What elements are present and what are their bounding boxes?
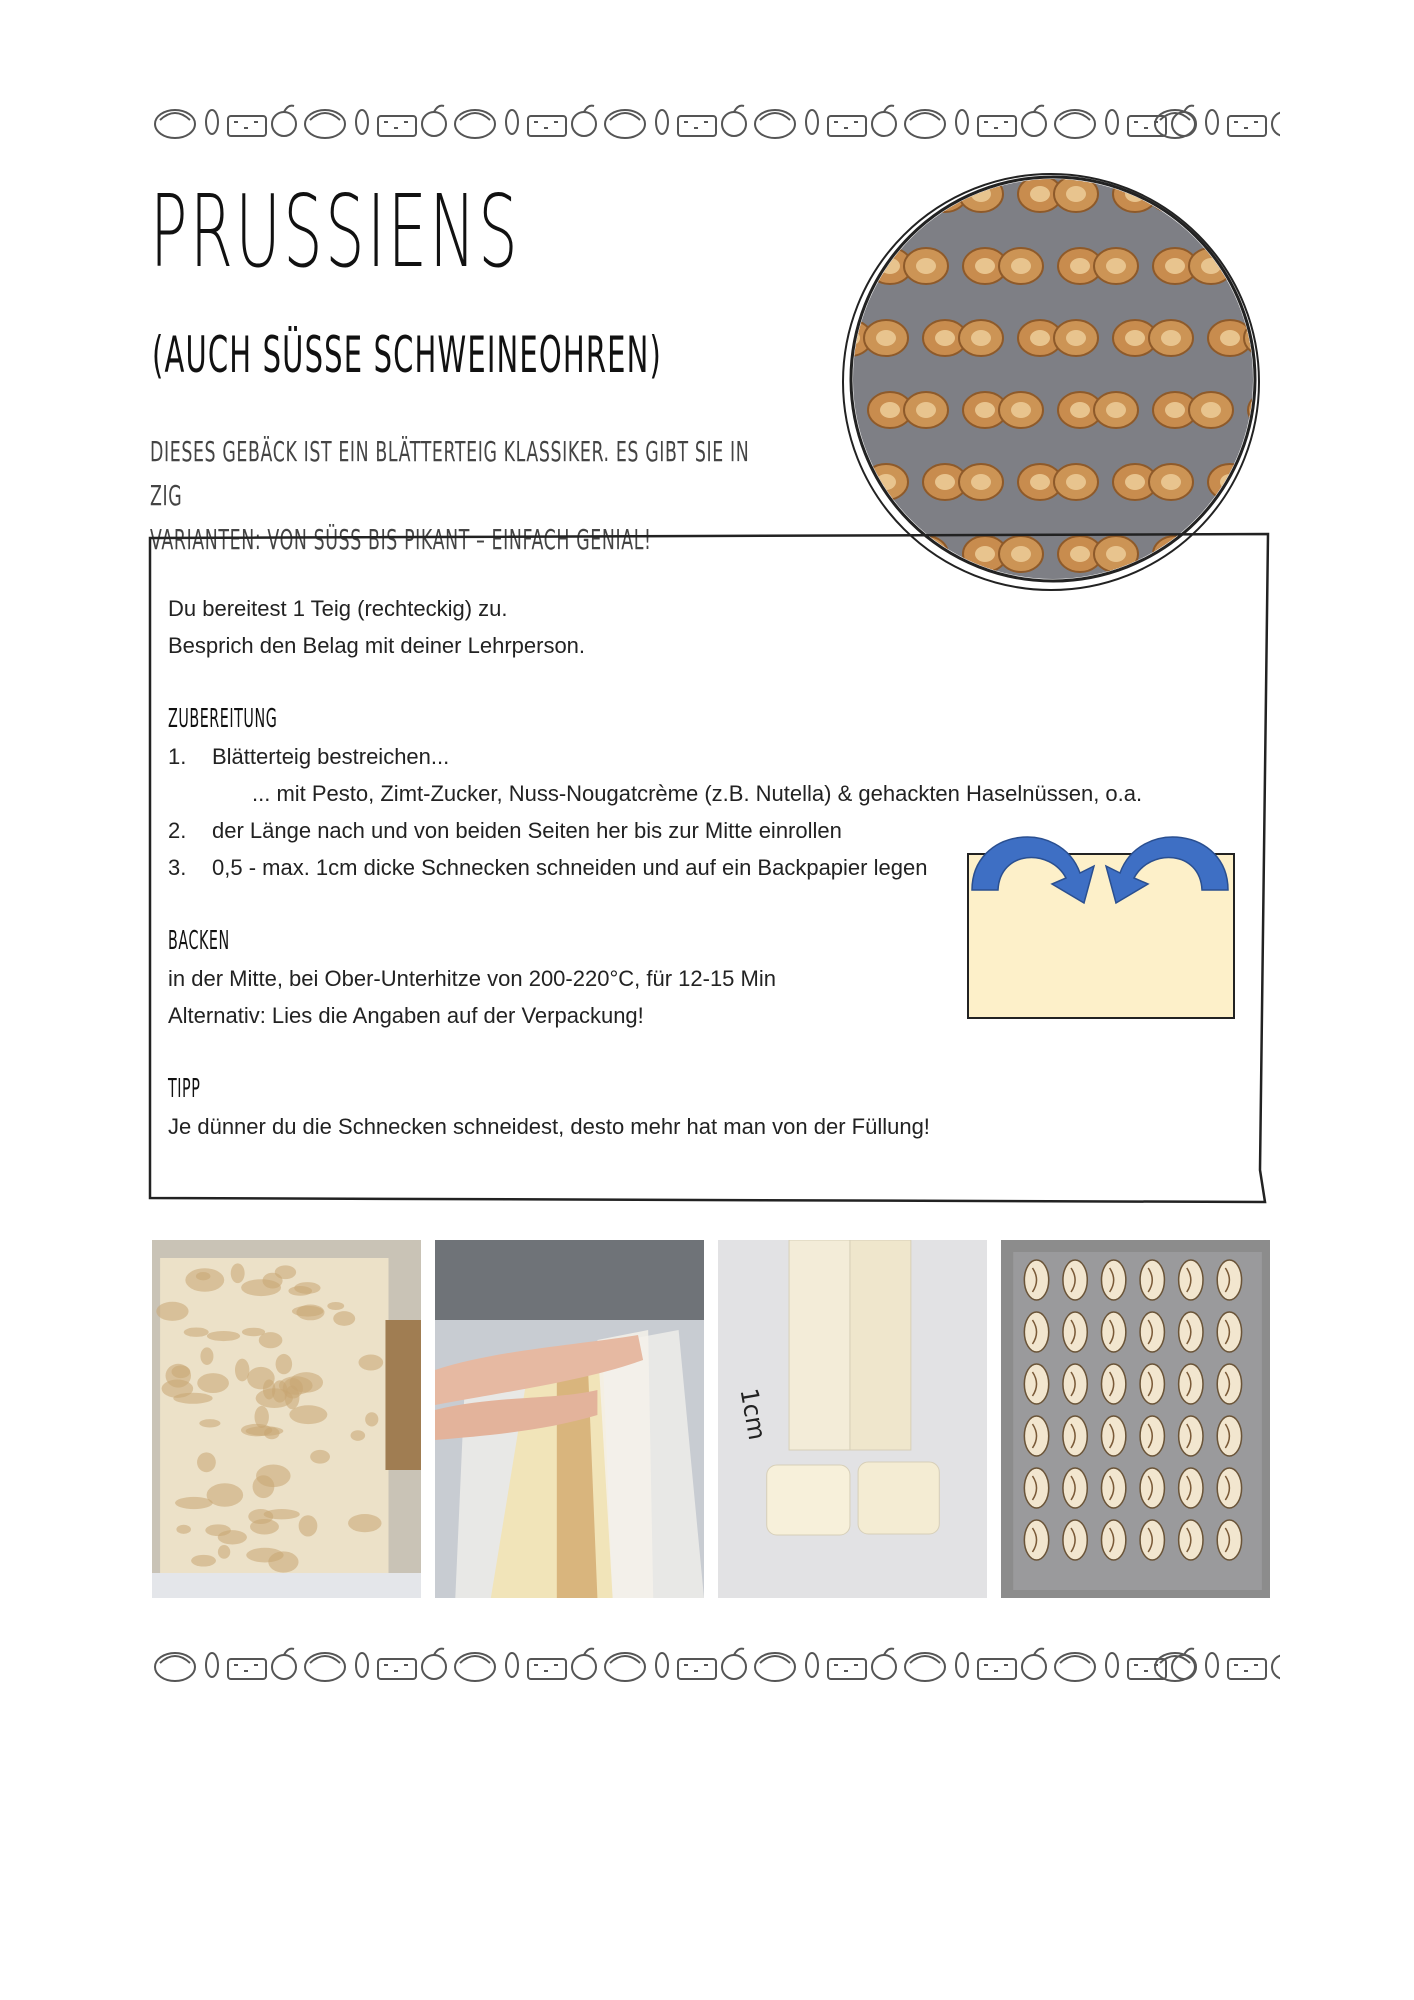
step-number: 2. — [168, 818, 187, 843]
food-doodle-border — [150, 92, 1280, 152]
decorative-border-top — [150, 92, 1280, 152]
palmier — [838, 176, 908, 212]
tip-line: Je dünner du die Schnecken schneidest, desto mehr hat man von der Füllung! — [168, 1114, 930, 1139]
step-text: Blätterteig bestreichen... — [212, 744, 450, 769]
page-subtitle: (AUCH SÜSSE SCHWEINEOHREN) — [152, 326, 662, 384]
raw-slice — [1101, 1520, 1125, 1560]
raw-slice — [1063, 1260, 1087, 1300]
step-text: 0,5 - max. 1cm dicke Schnecken schneiden und auf ein Backpapier legen — [212, 855, 928, 880]
raw-slice — [1217, 1312, 1241, 1352]
photo-label-1cm: 1cm — [734, 1386, 772, 1443]
raw-slice — [1179, 1416, 1203, 1456]
raw-slice — [1179, 1468, 1203, 1508]
raw-slice — [1063, 1520, 1087, 1560]
step-1 — [168, 738, 1248, 775]
raw-slice — [1140, 1416, 1164, 1456]
step-number: 1. — [168, 744, 187, 769]
raw-slice — [1217, 1468, 1241, 1508]
raw-slice — [1140, 1364, 1164, 1404]
raw-slice — [1140, 1312, 1164, 1352]
rolling-diagram — [960, 818, 1240, 1023]
raw-slice — [1179, 1312, 1203, 1352]
raw-slice — [1217, 1520, 1241, 1560]
step-text: der Länge nach und von beiden Seiten her bis zur Mitte einrollen — [212, 818, 842, 843]
raw-slice — [1063, 1364, 1087, 1404]
raw-slice — [1140, 1520, 1164, 1560]
raw-slice — [1101, 1416, 1125, 1456]
raw-slice — [1101, 1260, 1125, 1300]
palmier — [1208, 176, 1268, 212]
raw-slice — [1024, 1260, 1048, 1300]
raw-slice — [1063, 1312, 1087, 1352]
prep-heading: ZUBEREITUNG — [168, 704, 278, 734]
raw-slice — [1179, 1364, 1203, 1404]
raw-slice — [1024, 1312, 1048, 1352]
belag-instruction: Besprich den Belag mit deiner Lehrperson. — [168, 633, 586, 658]
raw-slice — [1217, 1364, 1241, 1404]
bake-line-2: Alternativ: Lies die Angaben auf der Verpackung! — [168, 1003, 644, 1028]
palmier — [1208, 320, 1268, 356]
raw-slice — [1217, 1260, 1241, 1300]
raw-slice — [1101, 1364, 1125, 1404]
raw-slice — [1063, 1416, 1087, 1456]
bake-heading: BACKEN — [168, 926, 230, 956]
photo-cut-rolls — [718, 1240, 987, 1598]
raw-slice — [1101, 1312, 1125, 1352]
palmier — [1248, 248, 1268, 284]
raw-slice — [1140, 1468, 1164, 1508]
raw-slice — [1217, 1416, 1241, 1456]
intro-line-2: VARIANTEN: VON SÜSS BIS PIKANT – EINFACH GENIAL! — [150, 523, 652, 556]
page-title: PRUSSIENS — [150, 173, 521, 290]
step-1-sub: ... mit Pesto, Zimt-Zucker, Nuss-Nougatcrème (z.B. Nutella) & gehackten Haselnüssen, o.a. — [252, 781, 1143, 806]
step-number: 3. — [168, 855, 187, 880]
raw-slice — [1179, 1260, 1203, 1300]
food-doodle-border — [150, 1635, 1280, 1695]
raw-slice — [1101, 1468, 1125, 1508]
raw-slice — [1024, 1468, 1048, 1508]
raw-slice — [1179, 1520, 1203, 1560]
intro-instruction: Du bereitest 1 Teig (rechteckig) zu. — [168, 596, 508, 621]
raw-slice — [1140, 1260, 1164, 1300]
photo-rolling — [435, 1240, 704, 1598]
raw-slice — [1024, 1520, 1048, 1560]
photo-slices-on-tray — [1001, 1240, 1270, 1598]
raw-slice — [1063, 1468, 1087, 1508]
raw-slice — [1024, 1416, 1048, 1456]
decorative-border-bottom — [150, 1635, 1280, 1695]
raw-slice — [1024, 1364, 1048, 1404]
intro-line-1: DIESES GEBÄCK IST EIN BLÄTTERTEIG KLASSIKER. ES GIBT SIE IN ZIG — [150, 435, 750, 512]
bake-line-1: in der Mitte, bei Ober-Unterhitze von 200-220°C, für 12-15 Min — [168, 966, 776, 991]
step-photos — [152, 1240, 1270, 1598]
photo-spread-dough — [152, 1240, 421, 1598]
tip-heading: TIPP — [168, 1074, 201, 1104]
